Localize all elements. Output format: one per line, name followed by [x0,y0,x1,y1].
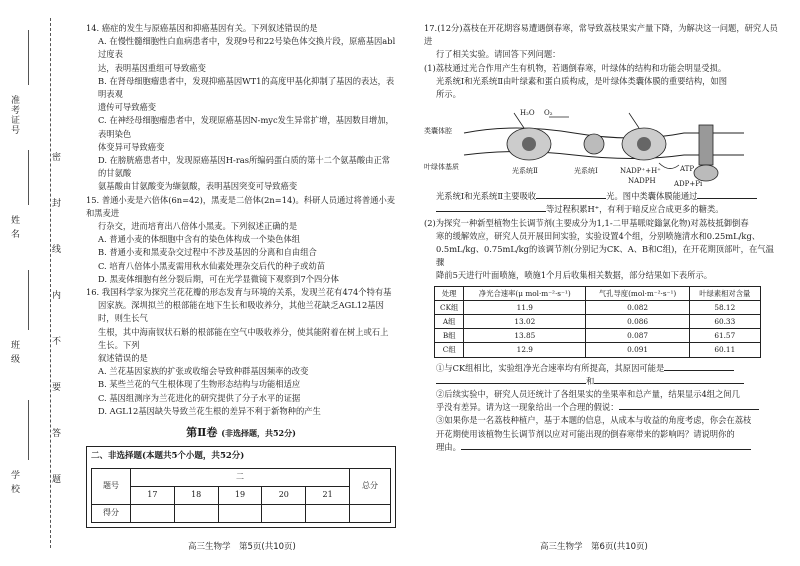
answer-blank[interactable] [664,370,734,371]
results-table [434,286,761,358]
total-score-cell[interactable] [350,504,391,522]
answer-blank[interactable] [536,198,606,199]
score-cell[interactable] [174,504,218,522]
answer-blank[interactable] [594,383,744,384]
question-number: 17 [131,486,175,504]
table-cell: 0.087 [586,329,690,343]
table-header: 叶绿素相对含量 [689,286,760,300]
section-2-heading: 第Ⅱ卷 [186,426,218,440]
seal-char: 封 [52,199,62,209]
subquestion-3-cont [424,441,779,454]
left-column [86,22,396,528]
right-column [424,22,779,454]
seal-char: 题 [52,475,62,485]
answer-blank[interactable] [697,198,757,199]
table-cell: 0.082 [586,300,690,314]
page-footer-left: 高三生物学 第5页(共10页) [188,542,296,552]
adp-label: ADP+Pi [674,180,703,189]
option-d-cont: 氨基酸由甘氨酸变为缬氨酸，表明基因突变可导致癌变 [98,181,298,192]
part-2-text-cont: 寒的缓解效应，研究人员开展田间实验，实验设置4个组，分别喷施清水和0.25mL/kg、 [436,230,761,241]
class-blank [28,270,29,330]
table-cell: C组 [435,343,464,357]
table-cell: B组 [435,329,464,343]
exam-number-label: 准考证号 [9,95,19,135]
section-2-title [86,426,396,440]
score-cell[interactable] [131,504,175,522]
cut-line [50,18,51,548]
table-cell: 61.57 [689,329,760,343]
option-a: A. 兰花基因家族的扩张或收缩会导致种群基因频率的改变 [98,366,309,377]
table-row [435,329,761,343]
answer-blank[interactable] [461,449,751,450]
lumen-label: 类囊体腔 [424,127,452,136]
seal-char: 不 [52,337,62,347]
ps1-label: 光系统Ⅰ [574,167,598,176]
answer-blank[interactable] [619,409,759,410]
option-c: C. 培育八倍体小黑麦需用秋水仙素处理杂交后代的种子或幼苗 [98,260,326,271]
table-cell: 13.85 [464,329,586,343]
subquestion-text: 乎没有差异。请为这一现象给出一个合理的假说： [436,402,619,413]
subquestion-1-cont [424,375,779,388]
score-cell[interactable] [306,504,350,522]
part-1-text-cont: 所示。 [436,89,461,100]
subquestion-text: ①与CK组相比，实验组净光合速率均有所提高，其原因可能是 [436,362,665,373]
subquestion-text: 理由。 [436,441,461,452]
ps2-label: 光系统Ⅱ [512,167,538,176]
option-b-cont: 遗传可导致癌变 [98,102,157,113]
class-label: 班 级 [9,340,19,364]
total-label: 总分 [350,468,391,504]
h2o-label: H₂O [520,109,535,118]
question-17-stem: 17.(12分)荔枝在开花期容易遭遇倒春寒，常导致荔枝果实产量下降，为解决这一问题，研究人员进 [424,23,778,47]
table-row [435,300,761,314]
question-16-stem-cont: 叙述错误的是 [98,353,148,364]
option-b: B. 某些兰花的气生根体现了生物形态结构与功能相适应 [98,379,301,390]
question-15-stem-cont: 行杂交，进而培育出八倍体小黑麦。下列叙述正确的是 [98,221,298,232]
table-cell: CK组 [435,300,464,314]
question-17-stem-cont: 行了相关实验。请回答下列问题： [436,49,561,60]
section-header: 二、非选择题(本题共5个小题，共52分) [91,451,245,462]
fill-text: 光系统Ⅰ和光系统Ⅱ主要吸收 [436,191,537,202]
subquestion-3: ③如果你是一名荔枝种植户，基于本题的信息，从成本与收益的角度考虑，你会在荔枝 [436,415,752,426]
atp-label: ATP [680,165,695,174]
seal-char: 内 [52,291,62,301]
question-number-label: 题号 [92,468,131,504]
seal-char: 答 [52,429,62,439]
table-row [435,315,761,329]
question-number: 18 [174,486,218,504]
part-1-text-cont: 光系统Ⅰ和光系统Ⅱ由叶绿素和蛋白质构成，是叶绿体类囊体膜的重要结构，如图 [436,75,728,86]
table-cell: 60.11 [689,343,760,357]
table-header: 处理 [435,286,464,300]
question-16-stem-cont: 生根，其中海南钗状石斛的根部能在空气中吸收养分，使其能附着在树上或石上生长。下列 [98,326,389,350]
o2-label: O₂ [544,109,553,118]
fill-blank-line-1 [424,190,779,203]
table-cell: 0.091 [586,343,690,357]
section-2-subtitle: (非选择题，共52分) [221,428,296,439]
score-section [86,446,396,527]
seal-char: 密 [52,153,62,163]
option-d: D. 黑麦体细胞有丝分裂后期，可在光学显微镜下观察到7个四分体 [98,273,339,284]
subquestion-2: ②后续实验中，研究人员还统计了各组果实的坐果率和总产量，结果显示4组之间几 [436,389,740,400]
subquestion-3-cont: 开花期使用该植物生长调节剂以应对可能出现的倒春寒带来的影响吗？请说明你的 [436,428,735,439]
nadph-label: NADPH [628,177,656,186]
option-b: B. 普通小麦和黑麦杂交过程中不涉及基因的分离和自由组合 [98,247,317,258]
fill-text: 光。图中类囊体膜能通过 [606,191,698,202]
part-2-text-cont: 降前5天进行叶面喷施，喷施1个月后收集相关数据，部分结果如下表所示。 [436,270,713,281]
table-row [435,343,761,357]
question-number: 19 [218,486,262,504]
option-d: D. 在膀胱癌患者中，发现原癌基因H-ras所编码蛋白质的第十二个氨基酸由正常的甘氨酸 [98,155,391,179]
fill-blank-line-2 [424,203,779,216]
option-b: B. 在肾母细胞瘤患者中，发现抑癌基因WT1的高度甲基化抑制了基因的表达，表明表观 [98,75,395,100]
table-cell: 58.12 [689,300,760,314]
table-header: 净光合速率(μ mol·m⁻²·s⁻¹) [464,286,586,300]
question-number: 21 [306,486,350,504]
school-label: 学 校 [9,470,19,494]
option-a: A. 在慢性髓细胞性白血病患者中，发现9号和22号染色体交换片段，原癌基因abl过度表 [98,36,396,60]
subquestion-text: 和 [586,375,595,386]
option-a-cont: 达，表明基因重组可导致癌变 [98,62,206,73]
answer-blank[interactable] [436,383,586,384]
question-15-stem: 15. 普通小麦是六倍体(6n=42)，黑麦是二倍体(2n=14)。科研人员通过将普通小麦和黑麦进 [86,194,396,218]
part-2-text: (2)为探究一种新型植物生长调节剂(主要成分为1,1-二甲基哌啶鎓氯化物)对荔枝抵御倒春 [424,217,749,228]
option-d: D. AGL12基因缺失导致兰花生根的差异不利于新物种的产生 [98,405,321,416]
name-blank [28,150,29,205]
answer-blank[interactable] [436,211,546,212]
question-16-stem: 16. 我国科学家为探究兰花花瓣的形态发育与环境的关系，发现兰花有474个特有基 [86,287,392,298]
table-cell: 11.9 [464,300,586,314]
name-label: 姓 名 [9,215,19,239]
seal-char: 要 [52,383,62,393]
thylakoid-diagram [424,103,779,188]
score-cell[interactable] [218,504,262,522]
table-cell: 12.9 [464,343,586,357]
nadp-label: NADP⁺+H⁺ [620,167,661,176]
question-number: 20 [262,486,306,504]
option-c: C. 在神经母细胞瘤患者中，发现原癌基因N-myc发生异常扩增，基因数目增加，表明染色 [98,115,394,139]
table-header: 气孔导度(mol·m⁻²·s⁻¹) [586,286,690,300]
exam-number-blank [28,30,29,85]
option-a: A. 普通小麦的体细胞中含有的染色体构成一个染色体组 [98,234,301,245]
score-table [91,468,391,523]
score-label: 得分 [92,504,131,522]
table-cell: 0.086 [586,315,690,329]
stroma-label: 叶绿体基质 [424,163,459,172]
question-16-stem-cont: 因家族。深圳拟兰的根部能在地下生长和吸收养分，其他兰花缺乏AGL12基因时，则生长气 [98,300,384,324]
subquestion-2-cont [424,401,779,414]
thylakoid-membrane-svg [454,103,754,188]
subquestion-1 [424,362,779,375]
table-cell: A组 [435,315,464,329]
binding-margin [0,0,66,566]
fill-text: 等过程积累H⁺，有利于暗反应合成更多的糖类。 [546,204,724,215]
school-blank [28,400,29,460]
option-c-cont: 体变异可导致癌变 [98,141,165,152]
score-cell[interactable] [262,504,306,522]
table-cell: 13.02 [464,315,586,329]
part-1-text: (1)荔枝通过光合作用产生有机物，若遇倒春寒，叶绿体的结构和功能会明显受损。 [424,62,727,73]
seal-char: 线 [52,245,62,255]
group-label: 二 [131,468,350,486]
question-14-stem: 14. 癌症的发生与原癌基因和抑癌基因有关。下列叙述错误的是 [86,23,318,33]
part-2-text-cont: 0.5mL/kg、0.75mL/kg的该调节剂(分别记为CK、A、B和C组)，在开花期顶部叶，在气温骤 [436,244,774,268]
page-footer-right: 高三生物学 第6页(共10页) [540,542,648,552]
table-cell: 60.33 [689,315,760,329]
option-c: C. 基因组测序为兰花进化的研究提供了分子水平的证据 [98,392,301,403]
